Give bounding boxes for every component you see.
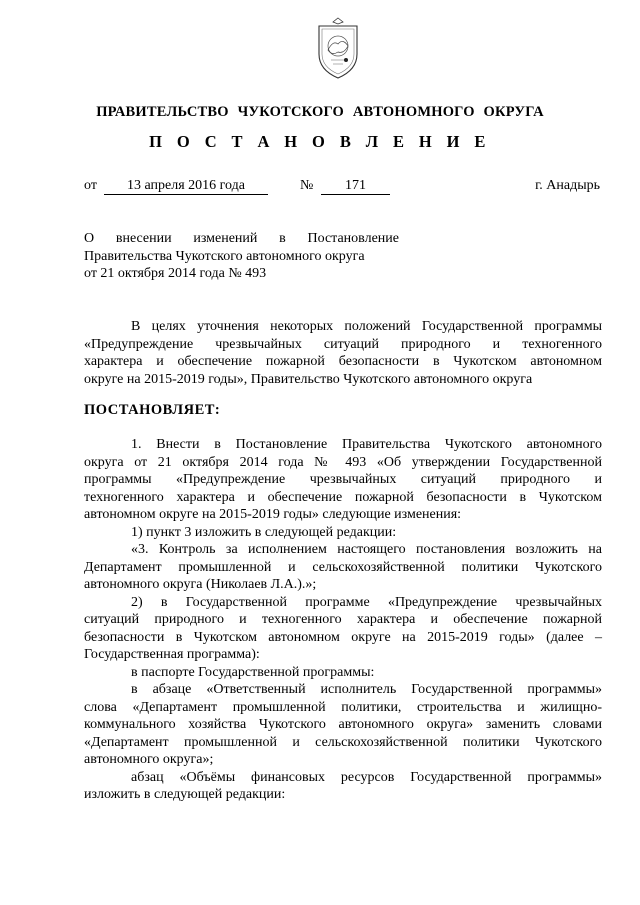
date-label: от	[84, 178, 97, 193]
paragraph	[84, 769, 602, 804]
paragraph-line: программы «Предупреждение чрезвычайных ситуаций природного и	[84, 472, 602, 487]
paragraph	[84, 541, 602, 594]
preamble	[84, 318, 602, 388]
paragraph-line: округа от 21 октября 2014 года № 493 «Об утверждении Государственной	[84, 454, 602, 470]
paragraph-line: слова «Департамент промышленной политики, строительства и жилищно-	[84, 699, 602, 715]
paragraph-line: абзац «Объёмы финансовых ресурсов Государственной программы»	[131, 769, 602, 785]
preamble-line: округе на 2015-2019 годы», Правительство Чукотского автономного округа	[84, 371, 533, 387]
paragraph-line: безопасности в Чукотском автономном округе на 2015-2019 годы» (далее –	[84, 629, 602, 645]
chukotka-coat-of-arms-icon	[313, 16, 363, 80]
paragraph	[84, 664, 602, 682]
paragraph-line: изложить в следующей редакции:	[84, 787, 286, 802]
paragraph-line: 1. Внести в Постановление Правительства Чукотского автономного	[131, 437, 602, 452]
paragraph	[84, 524, 602, 542]
paragraph-line: автономном округе на 2015-2019 годы» следующие изменения:	[84, 507, 462, 522]
document-body	[84, 436, 602, 804]
preamble-line: характера и обеспечение пожарной безопасности в Чукотском автономном	[84, 354, 602, 369]
document-number: 171	[321, 178, 390, 195]
document-date: 13 апреля 2016 года	[104, 178, 268, 195]
paragraph-line: ситуаций природного и техногенного характера и обеспечение пожарной	[84, 612, 602, 627]
paragraph-line: автономного округа»;	[84, 752, 214, 767]
paragraph-line: Государственная программа):	[84, 647, 260, 662]
paragraph-line: 1) пункт 3 изложить в следующей редакции:	[131, 524, 397, 540]
paragraph-line: в паспорте Государственной программы:	[131, 664, 375, 680]
subject-line: О внесении изменений в Постановление	[84, 231, 399, 246]
preamble-line: В целях уточнения некоторых положений Государственной программы	[131, 319, 602, 334]
subject-line: Правительства Чукотского автономного округа	[84, 248, 365, 264]
paragraph-line: «Департамент промышленной и сельскохозяйственной политики Чукотского	[84, 734, 602, 750]
paragraph-line: «3. Контроль за исполнением настоящего постановления возложить на	[131, 542, 602, 557]
number-label: №	[300, 178, 314, 193]
paragraph	[84, 436, 602, 524]
paragraph-line: автономного округа (Николаев Л.А.).»;	[84, 577, 317, 592]
document-subject	[84, 230, 399, 283]
document-city: г. Анадырь	[535, 178, 600, 193]
preamble-line: «Предупреждение чрезвычайных ситуаций природного и техногенного	[84, 336, 602, 352]
paragraph-line: в абзаце «Ответственный исполнитель Государственной программы»	[131, 682, 602, 697]
paragraph	[84, 681, 602, 769]
paragraph-line: техногенного характера и обеспечение пожарной безопасности в Чукотском	[84, 489, 602, 505]
government-title: ПРАВИТЕЛЬСТВО ЧУКОТСКОГО АВТОНОМНОГО ОКРУГА	[96, 104, 544, 120]
document-type: П О С Т А Н О В Л Е Н И Е	[149, 132, 491, 151]
paragraph-line: Департамент промышленной и сельскохозяйственной политики Чукотского	[84, 559, 602, 575]
paragraph-line: 2) в Государственной программе «Предупреждение чрезвычайных	[131, 594, 602, 610]
paragraph-line: коммунального хозяйства Чукотского автономного округа» заменить словами	[84, 717, 602, 732]
paragraph	[84, 594, 602, 664]
resolves-heading: ПОСТАНОВЛЯЕТ:	[84, 402, 221, 418]
subject-line: от 21 октября 2014 года № 493	[84, 266, 267, 281]
